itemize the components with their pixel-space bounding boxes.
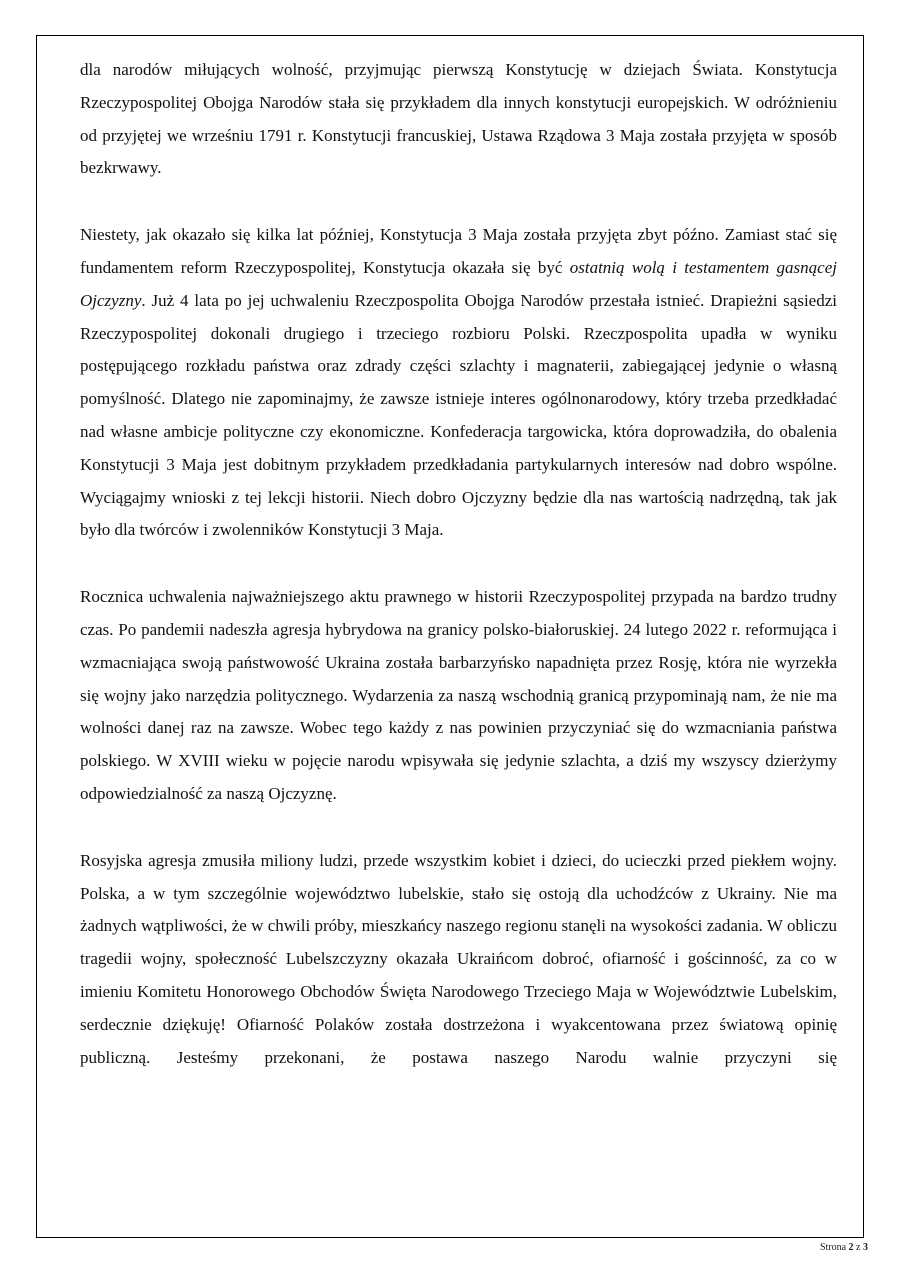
page-number-footer — [820, 1242, 868, 1253]
footer-current-page: 2 — [848, 1242, 854, 1253]
footer-separator: z — [856, 1242, 861, 1253]
footer-total-pages: 3 — [863, 1242, 868, 1253]
paragraph-1-text: dla narodów miłujących wolność, przyjmując pierwszą Konstytucję w dziejach Świata. Konstytucja Rzeczypospolitej Obojga Narodów stała się przykładem dla innych konstytucji europejskich. W odróżnieniu od przyjętej we wrześniu 1791 r. Konstytucji francuskiej, Ustawa Rządowa 3 Maja została przyjęta w sposób bezkrwawy. — [80, 60, 837, 178]
paragraph-4-text: Rosyjska agresja zmusiła miliony ludzi, przede wszystkim kobiet i dzieci, do ucieczki przed piekłem wojny. Polska, a w tym szczególnie województwo lubelskie, stało się ostoją dla uchodźców z Ukrainy. Nie ma żadnych wątpliwości, że w chwili próby, mieszkańcy naszego regionu stanęli na wysokości zadania. W obliczu tragedii wojny, społeczność Lubelszczyzny okazała Ukraińcom dobroć, ofiarność i gościnność, za co w imieniu Komitetu Honorowego Obchodów Święta Narodowego Trzeciego Maja w Województwie Lubelskim, serdecznie dziękuję! Ofiarność Polaków została dostrzeżona i wyakcentowana przez światową opinię publiczną. Jesteśmy przekonani, że postawa naszego Narodu walnie przyczyni się — [80, 850, 837, 1067]
paragraph-3-text: Rocznica uchwalenia najważniejszego aktu prawnego w historii Rzeczypospolitej przypada na bardzo trudny czas. Po pandemii nadeszła agresja hybrydowa na granicy polsko-białoruskiej. 24 lutego 2022 r. reformująca i wzmacniająca swoją państwowość Ukraina została barbarzyńsko napadnięta przez Rosję, która nie wyrzekła się wojny jako narzędzia politycznego. Wydarzenia za naszą wschodnią granicą przypominają nam, że nie ma wolności danej raz na zawsze. Wobec tego każdy z nas powinien przyczyniać się do wzmacniania państwa polskiego. W XVIII wieku w pojęcie narodu wpisywała się jedynie szlachta, a dziś my wszyscy dzierżymy odpowiedzialność za naszą Ojczyznę. — [80, 587, 837, 803]
paragraph-2-text-a: Niestety, jak okazało się kilka lat później, Konstytucja 3 Maja została przyjęta zbyt późno. Zamiast stać się fundamentem reform Rzeczypospolitej, Konstytucja okazała się być — [80, 225, 837, 277]
paragraph-1 — [80, 54, 837, 185]
document-body — [80, 54, 837, 1074]
paragraph-4 — [80, 845, 837, 1075]
paragraph-2-italic-quote: ostatnią wolą i testamentem gasnącej Ojczyzny — [80, 257, 837, 310]
paragraph-3 — [80, 581, 837, 811]
paragraph-2-text-b: . Już 4 lata po jej uchwaleniu Rzeczpospolita Obojga Narodów przestała istnieć. Drapieżni sąsiedzi Rzeczypospolitej dokonali drugiego i trzeciego rozbioru Polski. Rzeczpospolita upadła w wyniku postępującego rozkładu państwa oraz zdrady części szlachty i magnaterii, zabiegającej jedynie o własną pomyślność. Dlatego nie zapominajmy, że zawsze istnieje interes ogólnonarodowy, który trzeba przedkładać nad własne ambicje polityczne czy ekonomiczne. Konfederacja targowicka, która doprowadziła, do obalenia Konstytucji 3 Maja jest dobitnym przykładem przedkładania partykularnych interesów nad dobro wspólne. Wyciągajmy wnioski z tej lekcji historii. Niech dobro Ojczyzny będzie dla nas wartością nadrzędną, tak jak było dla twórców i zwolenników Konstytucji 3 Maja. — [80, 290, 837, 540]
footer-label: Strona — [819, 1242, 847, 1253]
paragraph-2 — [80, 219, 837, 547]
